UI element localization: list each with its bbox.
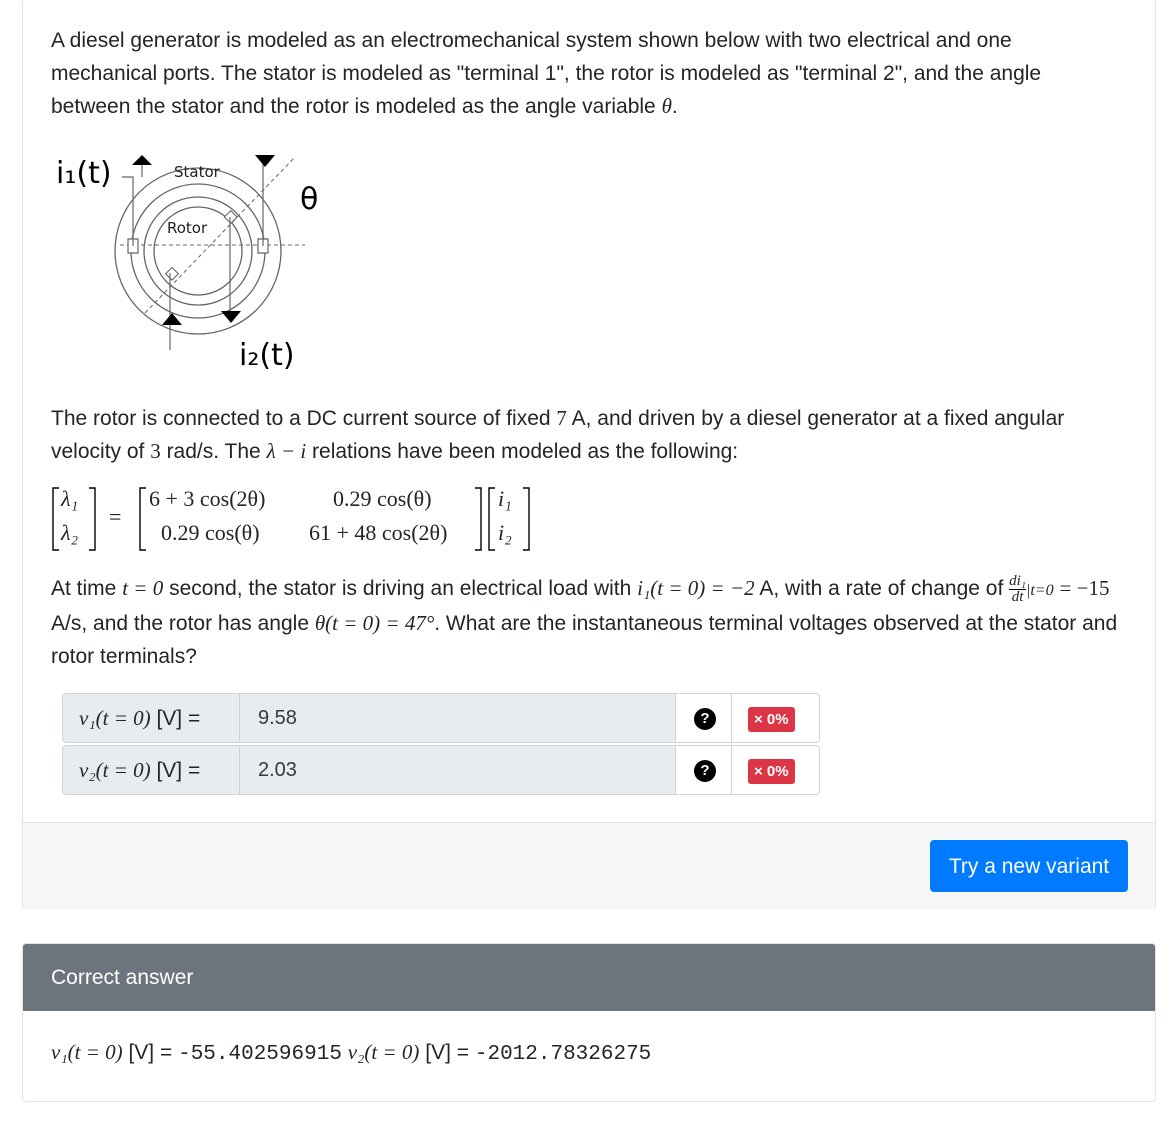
v2-correct-value: -2012.78326275 bbox=[474, 1043, 652, 1066]
answer-input-v1[interactable]: 9.58 bbox=[239, 693, 676, 743]
stator-lead-left bbox=[122, 177, 133, 246]
answer-input-v2[interactable]: 2.03 bbox=[239, 745, 676, 795]
generator-diagram bbox=[50, 145, 320, 380]
lambda1: λ₁ bbox=[61, 486, 79, 511]
lambda2: λ₂ bbox=[61, 520, 79, 545]
i1-label: i₁(t) bbox=[56, 156, 112, 191]
score-badge-v1: × 0% bbox=[748, 707, 795, 732]
current-source-value: 7 bbox=[556, 406, 567, 430]
answer-row-v1 bbox=[62, 693, 820, 743]
answer-label-v2: v₂(t = 0) [V] = bbox=[62, 745, 240, 795]
correct-answer-body bbox=[51, 1040, 651, 1066]
v2-unit: [V] = bbox=[425, 1041, 470, 1064]
v1-unit: [V] = bbox=[128, 1041, 173, 1064]
card-footer bbox=[23, 822, 1155, 909]
matrix-a12: 0.29 cos(θ) bbox=[333, 486, 432, 511]
angular-velocity-value: 3 bbox=[150, 439, 161, 463]
i1-symbol: i₁ bbox=[498, 486, 512, 511]
help-button-v1[interactable] bbox=[675, 693, 732, 743]
score-cell-v1 bbox=[731, 693, 820, 743]
lambda-i-matrix-equation bbox=[51, 484, 571, 554]
initial-conditions: At time t = 0 second, the stator is driving an electrical load with i₁(t = 0) = −2 A, with a rate of change of $\frac{\text{di₁}}{dt}$ |t=0 = −15 A/s, and the rotor has angle θ(t = 0) = 47°. What are the instantaneous terminal voltages observed at the stator and rotor terminals? bbox=[51, 572, 1118, 668]
v1-label: v₁(t = 0) bbox=[51, 1040, 123, 1064]
stator-arrow-down-icon bbox=[255, 155, 275, 167]
i2-label: i₂(t) bbox=[239, 338, 295, 373]
question-icon: ? bbox=[694, 708, 716, 730]
rotor-outer bbox=[144, 197, 252, 305]
score-cell-v2 bbox=[731, 745, 820, 795]
help-button-v2[interactable] bbox=[675, 745, 732, 795]
i2-symbol: i₂ bbox=[498, 520, 512, 545]
equals-sign: = bbox=[109, 504, 122, 529]
theta-label: θ bbox=[300, 182, 319, 217]
matrix-a11: 6 + 3 cos(2θ) bbox=[149, 486, 266, 511]
i1-arrow-up-icon bbox=[132, 155, 152, 165]
i2-arrow-down-icon bbox=[221, 311, 241, 323]
rotor-label: Rotor bbox=[167, 219, 208, 237]
correct-answer-header: Correct answer bbox=[23, 944, 1155, 1011]
relation-symbol: λ − i bbox=[266, 439, 307, 463]
stator-outer bbox=[115, 168, 281, 334]
time-expr: t = 0 bbox=[122, 576, 164, 600]
rotor-description: The rotor is connected to a DC current source of fixed 7 A, and driven by a diesel generator at a fixed angular velocity of 3 rad/s. The λ − i relations have been modeled as the following: bbox=[51, 406, 1065, 463]
v2-label: v₂(t = 0) bbox=[347, 1040, 420, 1064]
theta-symbol: θ bbox=[661, 94, 672, 118]
matrix-a21: 0.29 cos(θ) bbox=[161, 520, 260, 545]
deriv-subscript: |t=0 bbox=[1026, 582, 1054, 599]
answer-label-v1: v₁(t = 0) [V] = bbox=[62, 693, 240, 743]
i1-initial-expr: i₁(t = 0) = −2 bbox=[637, 576, 755, 600]
correct-answer-card bbox=[22, 943, 1156, 1102]
question-intro: A diesel generator is modeled as an electromechanical system shown below with two electrical and one mechanical ports. The stator is modeled as "terminal 1", the rotor is modeled as "terminal 2", and the angle between the stator and the rotor is modeled as the angle variable θ. bbox=[51, 29, 1042, 118]
score-badge-v2: × 0% bbox=[748, 759, 795, 784]
answer-inputs bbox=[62, 693, 820, 797]
stator-label: Stator bbox=[174, 163, 220, 181]
deriv-numerator: di₁ bbox=[1009, 572, 1027, 589]
deriv-value: = −15 bbox=[1059, 576, 1110, 600]
question-icon: ? bbox=[694, 760, 716, 782]
try-new-variant-button[interactable]: Try a new variant bbox=[930, 840, 1128, 892]
matrix-a22: 61 + 48 cos(2θ) bbox=[309, 520, 448, 545]
deriv-denominator: dt bbox=[1011, 588, 1024, 605]
intro-text: A diesel generator is modeled as an electromechanical system shown below with two electrical and one mechanical ports. The stator is modeled as "terminal 1", the rotor is modeled as "terminal 2", and the angle between the stator and the rotor is modeled as the angle variable bbox=[51, 29, 1042, 118]
rotor-pole-bottom bbox=[166, 267, 179, 280]
answer-row-v2 bbox=[62, 745, 820, 795]
v1-correct-value: -55.402596915 bbox=[178, 1043, 342, 1066]
stator-inner bbox=[131, 184, 265, 318]
angle-initial-expr: θ(t = 0) = 47° bbox=[314, 611, 435, 635]
